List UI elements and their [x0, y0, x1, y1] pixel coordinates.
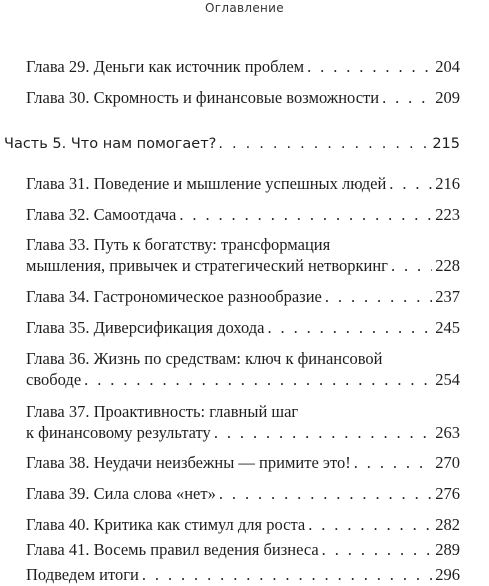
- toc-entry-page: 296: [435, 565, 460, 584]
- toc-entry-title-line-2: к финансовому результату: [26, 423, 211, 442]
- toc-entry-title-line-1: Глава 33. Путь к богатству: трансформация: [26, 235, 331, 254]
- toc-entry-title: Глава 40. Критика как стимул для роста: [26, 515, 306, 534]
- dot-leader: [308, 515, 432, 535]
- dot-leader: [214, 423, 432, 443]
- toc-entry-title: Глава 41. Восемь правил ведения бизнеса: [26, 540, 319, 559]
- toc-entry-title: Глава 31. Поведение и мышление успешных людей: [26, 174, 387, 193]
- toc-entry-page: 228: [435, 256, 460, 275]
- toc-entry-page: 223: [435, 205, 460, 224]
- toc-entry-page: 263: [435, 423, 460, 442]
- toc-entry-page: 282: [435, 515, 460, 534]
- toc-entry-title-line-1: Глава 36. Жизнь по средствам: ключ к финансовой: [26, 349, 383, 368]
- running-head: Оглавление: [205, 1, 284, 15]
- toc-entry-title: Глава 29. Деньги как источник проблем: [26, 57, 305, 76]
- dot-leader: [354, 453, 433, 473]
- dot-leader: [219, 484, 432, 504]
- dot-leader: [325, 287, 432, 307]
- dot-leader: [84, 370, 432, 390]
- toc-entry-page: 209: [435, 88, 460, 107]
- dot-leader: [322, 540, 433, 560]
- toc-entry-page: 270: [435, 453, 460, 472]
- dot-leader: [218, 134, 430, 154]
- dot-leader: [391, 256, 432, 276]
- toc-entry-title-line-2: мышления, привычек и стратегический нетворкинг: [26, 256, 388, 275]
- toc-part-title: Часть 5. Что нам помогает?: [4, 136, 217, 152]
- toc-entry-title-line-1: Глава 37. Проактивность: главный шаг: [26, 402, 299, 421]
- dot-leader: [142, 565, 432, 585]
- dot-leader: [307, 57, 432, 77]
- toc-entry-title: Глава 30. Скромность и финансовые возможности: [26, 88, 380, 107]
- toc-entry-title: Глава 32. Самоотдача: [26, 205, 177, 224]
- dot-leader: [179, 205, 432, 225]
- dot-leader: [382, 88, 432, 108]
- toc-entry-title: Глава 39. Сила слова «нет»: [26, 484, 216, 503]
- toc-entry-title-line-2: свободе: [26, 370, 82, 389]
- toc-entry-title: Глава 35. Диверсификация дохода: [26, 318, 265, 337]
- dot-leader: [389, 174, 432, 194]
- toc-part-page: 215: [432, 136, 460, 152]
- toc-entry-page: 276: [435, 484, 460, 503]
- toc-entry-title: Глава 34. Гастрономическое разнообразие: [26, 287, 322, 306]
- toc-entry-page: 216: [435, 174, 460, 193]
- toc-entry-page: 254: [435, 370, 460, 389]
- toc-entry-page: 289: [435, 540, 460, 559]
- toc-entry-page: 237: [435, 287, 460, 306]
- toc-entry-page: 204: [435, 57, 460, 76]
- dot-leader: [267, 318, 432, 338]
- toc-entry-title: Подведем итоги: [26, 565, 139, 584]
- toc-entry-page: 245: [435, 318, 460, 337]
- toc-entry-title: Глава 38. Неудачи неизбежны — примите это!: [26, 453, 351, 472]
